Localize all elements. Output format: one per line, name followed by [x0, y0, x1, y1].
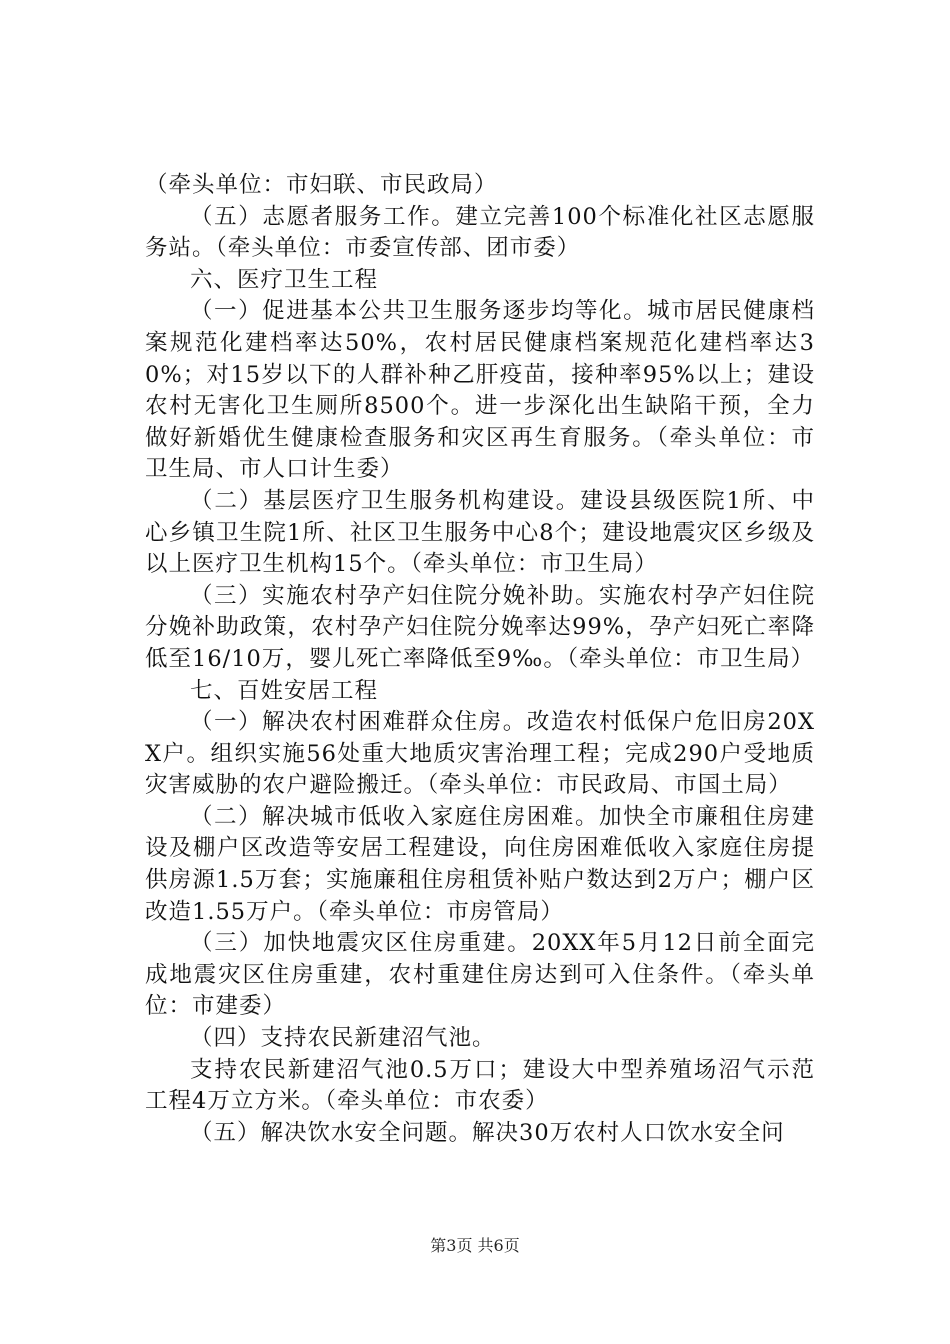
paragraph-maternal-subsidy: （三）实施农村孕产妇住院分娩补助。实施农村孕产妇住院分娩补助政策，农村孕产妇住院分娩率达99%，孕产妇死亡率降低至16/10万，婴儿死亡率降低至9‰。（牵头单位：市卫生局）: [145, 582, 815, 672]
paragraph-public-health: （一）促进基本公共卫生服务逐步均等化。城市居民健康档案规范化建档率达50%，农村居民健康档案规范化建档率达30%；对15岁以下的人群补种乙肝疫苗，接种率95%以上；建设农村无害化卫生厕所8500个。进一步深化出生缺陷干预，全力做好新婚优生健康检查服务和灾区再生育服务。（牵头单位：市卫生局、市人口计生委）: [145, 298, 815, 483]
section-heading-medical: 六、医疗卫生工程: [190, 266, 379, 293]
paragraph-grassroots-medical: （二）基层医疗卫生服务机构建设。建设县级医院1所、中心乡镇卫生院1所、社区卫生服务中心8个；建设地震灾区乡级及以上医疗卫生机构15个。（牵头单位：市卫生局）: [145, 487, 815, 578]
paragraph-urban-housing: （二）解决城市低收入家庭住房困难。加快全市廉租住房建设及棚户区改造等安居工程建设，向住房困难低收入家庭住房提供房源1.5万套；实施廉租住房租赁补贴户数达到2万户；棚户区改造1.55万户。（牵头单位：市房管局）: [145, 803, 815, 925]
document-body: [145, 170, 815, 1149]
page-number-label: 第3页 共6页: [430, 1236, 520, 1255]
paragraph-rural-housing: （一）解决农村困难群众住房。改造农村低保户危旧房20XX户。组织实施56处重大地质灾害治理工程；完成290户受地质灾害威胁的农户避险搬迁。（牵头单位：市民政局、市国土局）: [145, 709, 815, 799]
paragraph-biogas-heading: （四）支持农民新建沼气池。: [190, 1025, 496, 1052]
paragraph-biogas-detail: 支持农民新建沼气池0.5万口；建设大中型养殖场沼气示范工程4万立方米。（牵头单位：市农委）: [145, 1056, 815, 1115]
paragraph-volunteer-service: （五）志愿者服务工作。建立完善100个标准化社区志愿服务站。（牵头单位：市委宣传部、团市委）: [145, 203, 815, 262]
paragraph-drinking-water: （五）解决饮水安全问题。解决30万农村人口饮水安全问: [190, 1119, 785, 1146]
page-footer: [0, 1233, 950, 1256]
paragraph-lead-unit: （牵头单位：市妇联、市民政局）: [145, 172, 498, 198]
paragraph-earthquake-rebuild: （三）加快地震灾区住房重建。20XX年5月12日前全面完成地震灾区住房重建，农村重建住房达到可入住条件。（牵头单位：市建委）: [145, 930, 815, 1020]
section-heading-housing: 七、百姓安居工程: [190, 677, 379, 704]
